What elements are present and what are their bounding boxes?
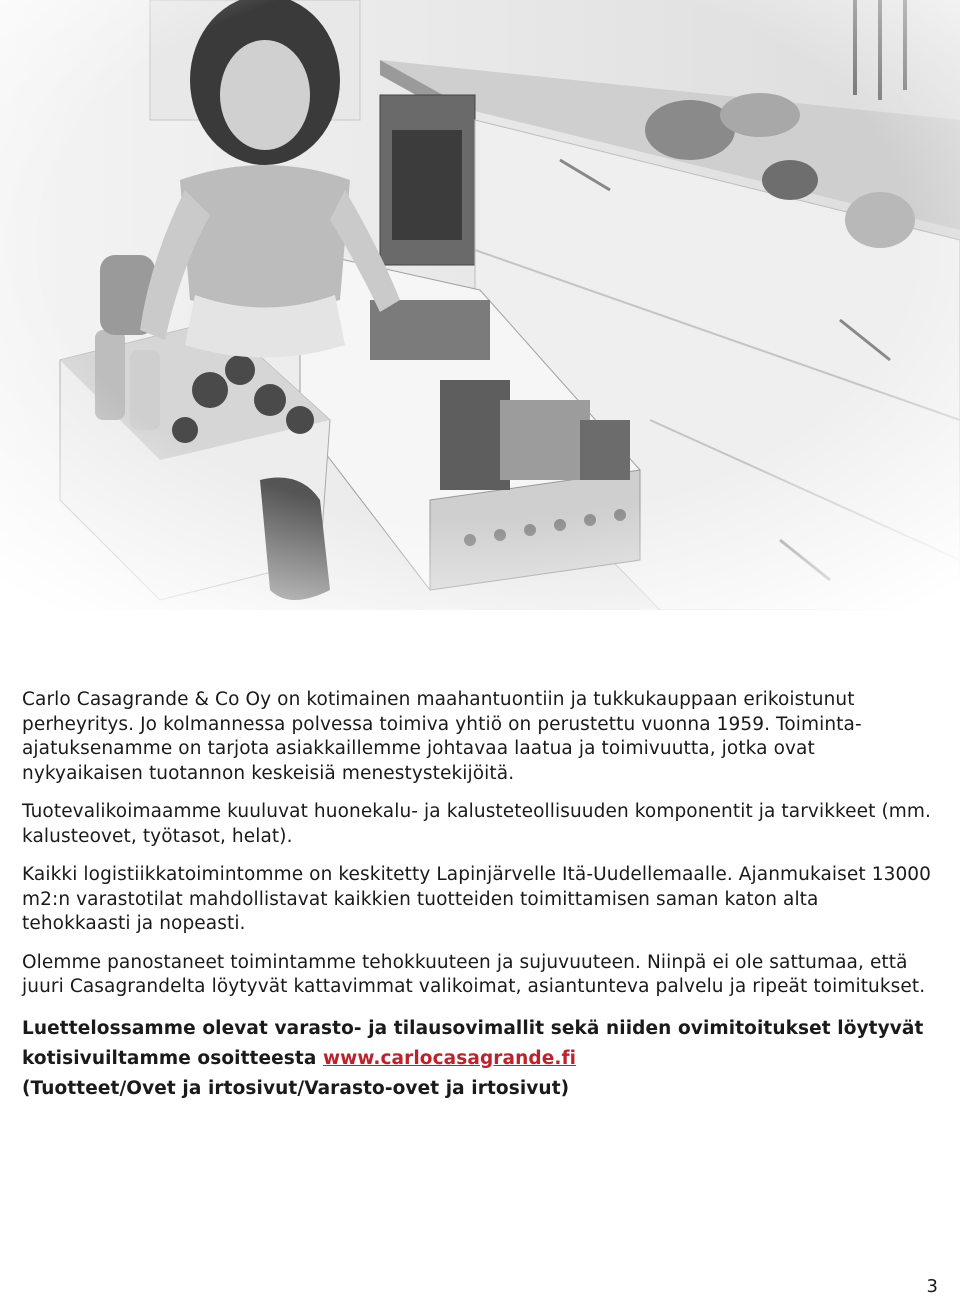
- page-number: 3: [926, 1276, 938, 1297]
- kitchen-photo: [0, 0, 960, 610]
- paragraph-efficiency: Olemme panostaneet toimintamme tehokkuuteen ja sujuvuuteen. Niinpä ei ole sattumaa, että juuri Casagrandelta löytyvät kattavimmat valikoimat, asiantunteva palvelu ja ripeät toimitukset.: [22, 951, 926, 997]
- paragraph-products: Tuotevalikoimaamme kuuluvat huonekalu- ja kalusteteollisuuden komponentit ja tarvikkeet (mm. kalusteovet, työtasot, helat).: [22, 801, 932, 847]
- website-link[interactable]: www.carlocasagrande.fi: [322, 1047, 577, 1069]
- catalog-note: [22, 1014, 932, 1074]
- paragraph-intro: Carlo Casagrande & Co Oy on kotimainen maahantuontiin ja tukkukauppaan erikoistunut perheyritys. Jo kolmannessa polvessa toimiva yhtiö on perustettu vuonna 1959. Toiminta-ajatuksenamme on tarjota asiakkaillemme johtavaa laatua ja toimivuutta, jotka ovat nykyaikaisen tuotannon keskeisiä menestystekijöitä.: [22, 689, 862, 784]
- catalog-note-text: Luettelossamme olevat varasto- ja tilausovimallit sekä niiden ovimitoitukset löytyvät kotisivuiltamme osoitteesta: [22, 1017, 924, 1069]
- catalog-path: (Tuotteet/Ovet ja irtosivut/Varasto-ovet ja irtosivut): [22, 1077, 570, 1099]
- paragraph-logistics: Kaikki logistiikkatoimintomme on keskitetty Lapinjärvelle Itä-Uudellemaalle. Ajanmukaiset 13000 m2:n varastotilat mahdollistavat kaikkien tuotteiden toimittamisen saman katon alta tehokkaasti ja nopeasti.: [22, 864, 932, 934]
- body-text: [22, 688, 932, 1104]
